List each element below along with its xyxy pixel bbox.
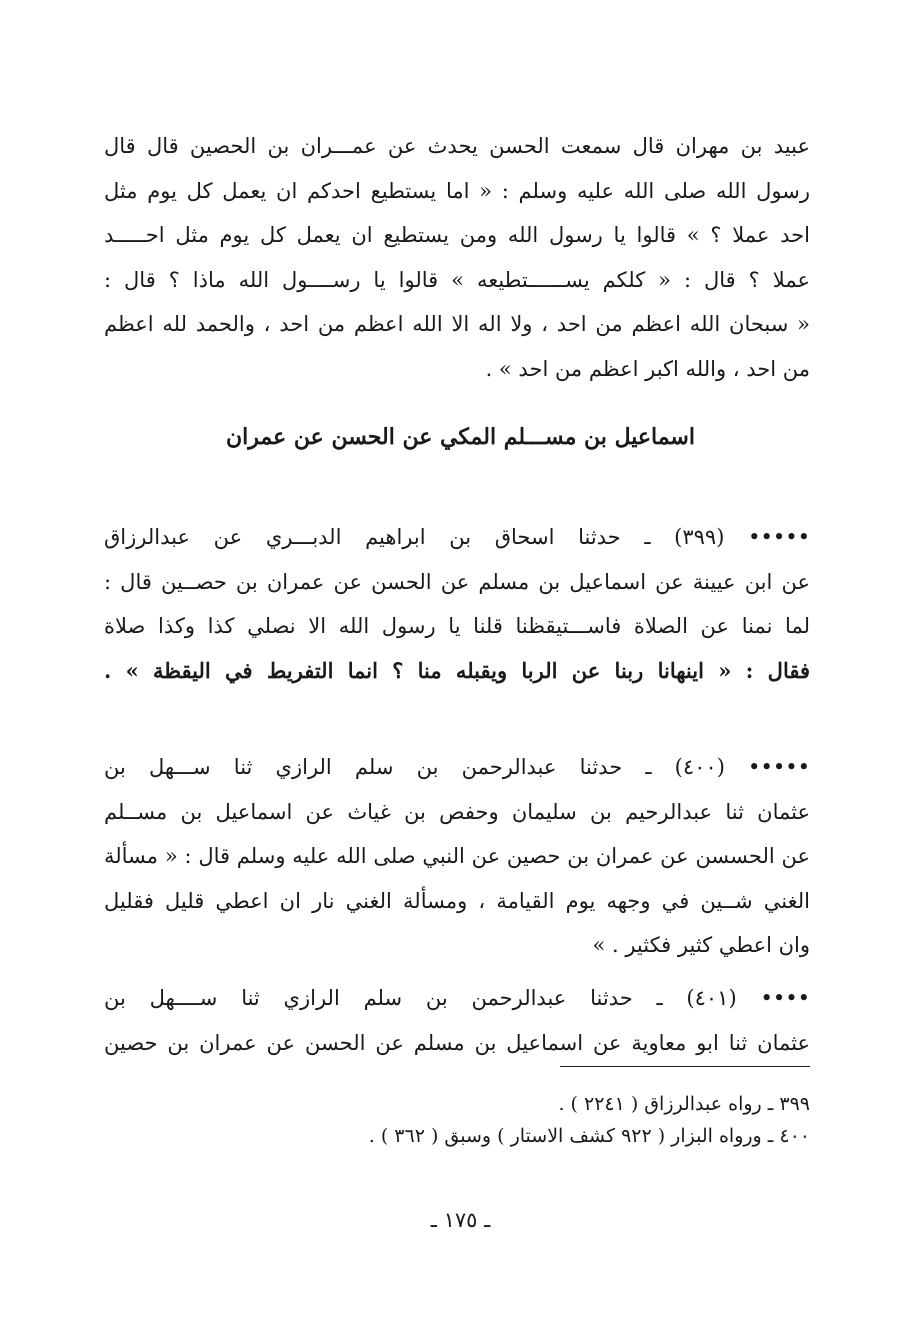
text-line: احد عملا ؟ » قالوا يا رسول الله ومن يستطيع ان يعمل كل يوم مثل احـــــد <box>104 223 810 247</box>
text-line: من احد ، والله اكبر اعظم من احد » . <box>485 356 810 381</box>
passage-intro <box>104 124 810 391</box>
text-line: الغني شــين في وجهه يوم القيامة ، ومسألة الغني نار ان اعطي قليل فقليل <box>104 888 810 913</box>
text-line: عملا ؟ قال : « كلكم يســــــتطيعه » قالوا يا رســــول الله ماذا ؟ قال : <box>104 267 810 292</box>
text-line: فقال : « اينهانا ربنا عن الربا ويقبله منا ؟ انما التفريط في اليقظة » . <box>104 657 810 683</box>
text-line: عن ابن عيينة عن اسماعيل بن مسلم عن الحسن عن عمران بن حصــين قال : <box>104 569 810 594</box>
section-heading: اسماعيل بن مســـلم المكي عن الحسن عن عمران <box>226 424 695 450</box>
footnotes <box>120 1088 810 1152</box>
text-line: عبيد بن مهران قال سمعت الحسن يحدث عن عمـــران بن الحصين قال قال <box>104 134 810 158</box>
hadith-399 <box>104 515 810 693</box>
footnote: ٤٠٠ ـ ورواه البزار ( ٩٢٢ كشف الاستار ) وسبق ( ٣٦٢ ) . <box>368 1125 810 1147</box>
footnote-divider <box>560 1066 810 1067</box>
text-line: عثمان ثنا عبدالرحيم بن سليمان وحفص بن غياث عن اسماعيل بن مســلم <box>104 799 810 824</box>
text-line: عن الحسسن عن عمران بن حصين عن النبي صلى الله عليه وسلم قال : « مسألة <box>104 844 810 868</box>
footnote: ٣٩٩ ـ رواه عبدالرزاق ( ٢٢٤١ ) . <box>558 1093 810 1115</box>
text-line: لما نمنا عن الصلاة فاســـتيقظنا قلنا يا رسول الله الا نصلي كذا وكذا صلاة <box>104 614 810 638</box>
hadith-401 <box>104 976 810 1065</box>
page-number: ـ ١٧٥ ـ <box>430 1208 491 1232</box>
hadith-400 <box>104 745 810 968</box>
text-line: ••••• (٤٠٠) ـ حدثنا عبدالرحمن بن سلم الرازي ثنا ســـهل بن <box>104 755 810 779</box>
text-line: عثمان ثنا ابو معاوية عن اسماعيل بن مسلم عن الحسن عن عمران بن حصين <box>104 1030 810 1055</box>
text-line: « سبحان الله اعظم من احد ، ولا اله الا الله اعظم من احد ، والحمد لله اعظم <box>104 312 810 336</box>
text-line: ••••• (٣٩٩) ـ حدثنا اسحاق بن ابراهيم الدبـــري عن عبدالرزاق <box>104 525 810 549</box>
text-line: •••• (٤٠١) ـ حدثنا عبدالرحمن بن سلم الرازي ثنا ســــهل بن <box>104 986 810 1010</box>
text-line: وان اعطي كثير فكثير . » <box>592 933 810 957</box>
text-line: رسول الله صلى الله عليه وسلم : « اما يستطيع احدكم ان يعمل كل يوم مثل <box>104 178 810 203</box>
